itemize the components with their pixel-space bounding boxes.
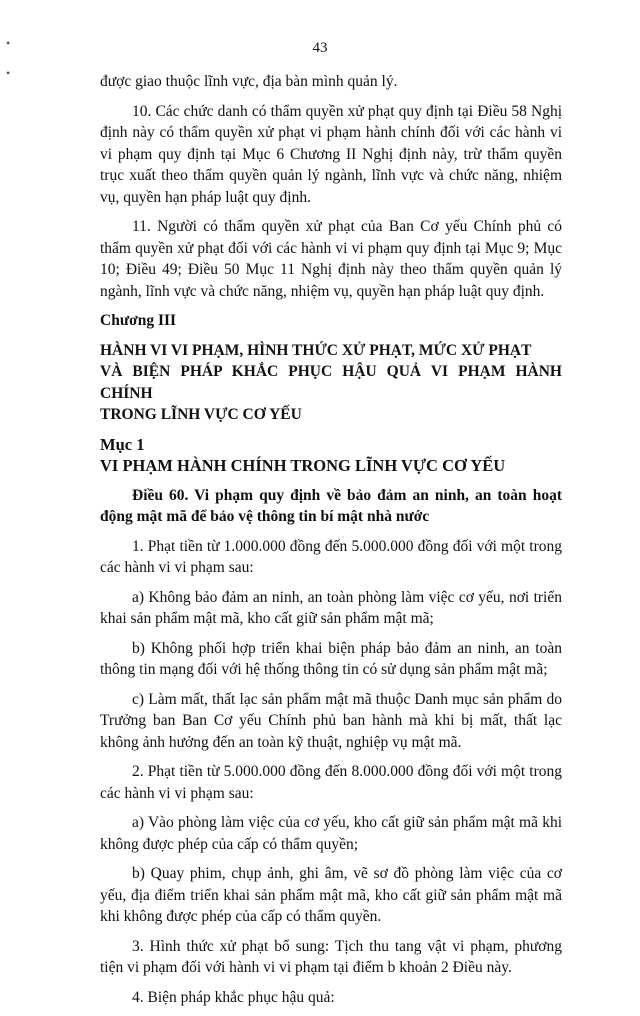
margin-dot: • bbox=[6, 66, 11, 80]
article-title: Điều 60. Vi phạm quy định về bảo đảm an ninh, an toàn hoạt động mật mã để bảo vệ thông tin bí mật nhà nước bbox=[100, 486, 562, 525]
margin-dot: • bbox=[6, 36, 11, 50]
chapter-title-line: HÀNH VI VI PHẠM, HÌNH THỨC XỬ PHẠT, MỨC XỬ PHẠT bbox=[100, 341, 532, 359]
page-number: 43 bbox=[312, 40, 328, 56]
chapter-label: Chương III bbox=[100, 312, 177, 329]
list-item: 3. Hình thức xử phạt bổ sung: Tịch thu tang vật vi phạm, phương tiện vi phạm đối với hành vi vi phạm tại điểm b khoản 2 Điều này. bbox=[100, 937, 562, 976]
list-item: a) Không bảo đảm an ninh, an toàn phòng làm việc cơ yếu, nơi triển khai sản phẩm mật mã, kho cất giữ sản phẩm mật mã; bbox=[100, 588, 562, 627]
section-label: Mục 1 bbox=[100, 434, 145, 454]
chapter-title-line: VÀ BIỆN PHÁP KHẮC PHỤC HẬU QUẢ VI PHẠM HÀNH CHÍNH bbox=[100, 363, 562, 402]
paragraph: được giao thuộc lĩnh vực, địa bàn mình quản lý. bbox=[100, 73, 398, 90]
list-item: a) Vào phòng làm việc của cơ yếu, kho cất giữ sản phẩm mật mã khi không được phép của cấp có thẩm quyền; bbox=[100, 814, 562, 853]
section-title: VI PHẠM HÀNH CHÍNH TRONG LĨNH VỰC CƠ YẾU bbox=[100, 456, 506, 475]
document-body bbox=[100, 71, 562, 1016]
list-item: b) Không phối hợp triển khai biện pháp bảo đảm an ninh, an toàn thông tin mạng đối với hệ thống thông tin có sử dụng sản phẩm mật mã; bbox=[100, 639, 562, 678]
paragraph: 11. Người có thẩm quyền xử phạt của Ban Cơ yếu Chính phủ có thẩm quyền xử phạt đối với các hành vi vi phạm quy định tại Mục 9; Mục 10; Điều 49; Điều 50 Mục 11 Nghị định này theo thẩm quyền quản lý ngành, lĩnh vực và chức năng, nhiệm vụ, quyền hạn pháp luật quy định. bbox=[100, 218, 562, 300]
list-item: c) Làm mất, thất lạc sản phẩm mật mã thuộc Danh mục sản phẩm do Trưởng ban Ban Cơ yếu Chính phủ ban hành mà khi bị mất, thất lạc không ảnh hưởng đến an toàn kỹ thuật, nghiệp vụ mật mã. bbox=[100, 690, 562, 751]
list-item: 4. Biện pháp khắc phục hậu quả: bbox=[132, 988, 335, 1006]
list-item: 2. Phạt tiền từ 5.000.000 đồng đến 8.000.000 đồng đối với một trong các hành vi vi phạm sau: bbox=[100, 763, 562, 802]
chapter-title-line: TRONG LĨNH VỰC CƠ YẾU bbox=[100, 406, 302, 423]
paragraph: 10. Các chức danh có thẩm quyền xử phạt quy định tại Điều 58 Nghị định này có thẩm quyền xử phạt vi phạm hành chính đối với các hành vi vi phạm quy định tại Mục 6 Chương II Nghị định này, trừ thẩm quyền trục xuất theo thẩm quyền quản lý ngành, lĩnh vực và chức năng, nhiệm vụ, quyền hạn pháp luật quy định. bbox=[100, 102, 562, 206]
list-item: 1. Phạt tiền từ 1.000.000 đồng đến 5.000.000 đồng đối với một trong các hành vi vi phạm sau: bbox=[100, 537, 562, 576]
list-item: b) Quay phim, chụp ảnh, ghi âm, vẽ sơ đồ phòng làm việc của cơ yếu, địa điểm triển khai sản phẩm mật mã, kho cất giữ sản phẩm mật mã khi không được phép của cấp có thẩm quyền. bbox=[100, 865, 562, 925]
